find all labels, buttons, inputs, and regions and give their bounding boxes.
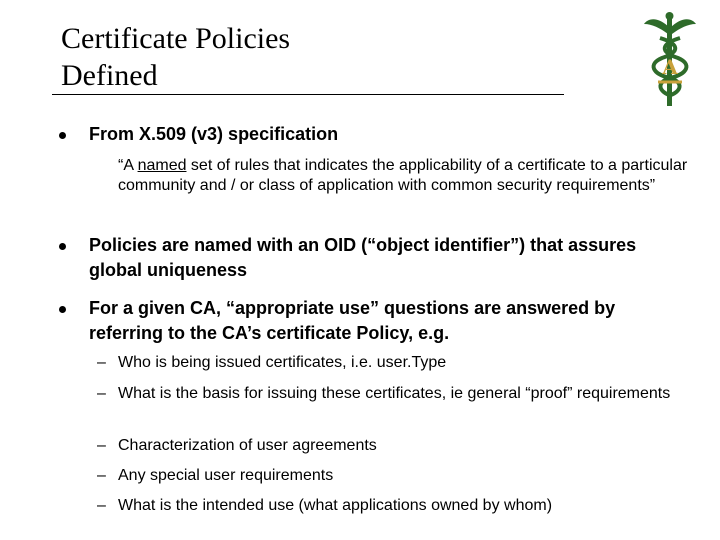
subitem-2-text: What is the basis for issuing these certificates, ie general “proof” requirements: [118, 385, 671, 402]
bullet-3-text: For a given CA, “appropriate use” questions are answered by referring to the CA’s certificate Policy, e.g.: [89, 298, 616, 343]
title-line-2: Defined: [61, 59, 158, 92]
definition-quote: [118, 156, 698, 196]
bullet-marker-3: [59, 306, 66, 313]
dash-marker-1: –: [97, 354, 106, 371]
bullet-marker-1: [59, 132, 66, 139]
dash-marker-2: –: [97, 385, 106, 402]
dash-marker-4: –: [97, 467, 106, 484]
quote-rest: set of rules that indicates the applicability of a certificate to a particular community and / or class of application with common security requirements”: [118, 157, 688, 194]
subitem-1-text: Who is being issued certificates, i.e. user.Type: [118, 354, 447, 371]
title-line-1: Certificate Policies: [61, 22, 291, 55]
bullet-marker-2: [59, 243, 66, 250]
subitem-3-text: Characterization of user agreements: [118, 437, 377, 454]
quote-open: “A: [118, 157, 138, 174]
caduceus-logo-icon: [640, 8, 700, 108]
subitem-4-text: Any special user requirements: [118, 467, 334, 484]
subitem-5-text: What is the intended use (what applications owned by whom): [118, 497, 553, 514]
bullet-2-text: Policies are named with an OID (“object identifier”) that assures global uniqueness: [89, 235, 637, 280]
dash-marker-3: –: [97, 437, 106, 454]
slide-title: [61, 20, 290, 94]
dash-marker-5: –: [97, 497, 106, 514]
svg-text:A: A: [662, 55, 678, 79]
quote-underlined-word: named: [137, 157, 187, 174]
title-underline: [52, 94, 564, 95]
bullet-1-text: From X.509 (v3) specification: [89, 124, 339, 144]
